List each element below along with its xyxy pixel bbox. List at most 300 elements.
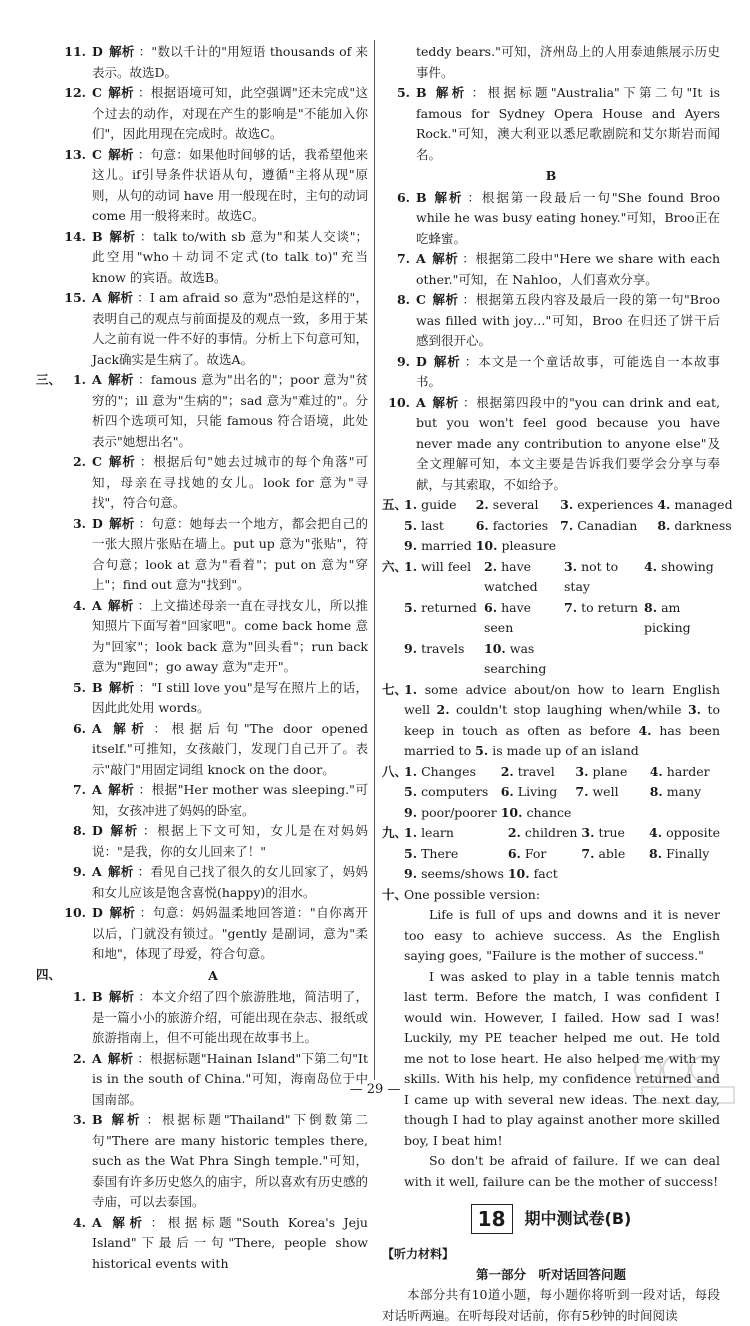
answer-number: 2. [436,702,450,717]
answer-number: 8. [649,784,663,799]
column-divider [374,40,375,1080]
answer-number: 5. [404,517,418,533]
analysis-text: ：本文是一个童话故事，可能选自一本故事书。 [416,353,720,389]
analysis-text: ：根据第五段内容及最后一段的第一句"Broo was filled with joy…"可知，Broo 在归还了饼干后感到很开心。 [416,292,720,348]
part-one-text: 本部分共有10道小题，每小题你将听到一段对话，每段对话听两遍。在听每段对话前，你有5秒钟的时间阅读 [382,1287,720,1323]
answer-text: is made up of an island [488,743,639,758]
question-item [36,1049,368,1111]
answer-item [404,762,497,783]
answer-grid [404,762,720,824]
answer-text: couldn't stop laughing when/while [449,702,688,717]
question-item [36,903,368,965]
answer-number: 6. [484,599,498,615]
answer-item [484,639,560,680]
answer-number: 2. [500,763,514,779]
analysis-label: 解析 [108,905,136,920]
answer-text: computers [421,784,489,799]
answer-letter: A [92,1050,102,1066]
analysis-label: 解析 [432,353,461,369]
answer-number: 2. [484,558,498,574]
essay-label: One possible version: [404,886,541,902]
analysis-text: ：famous 意为"出名的"；poor 意为"贫穷的"；ill 意为"生病的"；sad 意为"难过的"。分析四个选项可知，只能 famous 符合语境，此处表示"她想出名"。 [92,372,368,449]
answer-number: 6. [500,784,514,799]
analysis-text: ：I am afraid so 意为"恐怕是这样的"，表明自己的观点与前面提及的观点一致，多用于某人之前有说一件不好的事情。分析上下句意可知，Jack确实是生病了。故选A。 [92,290,368,367]
question-number: 9. [72,864,86,879]
analysis-text: ：根据第二段中"Here we share with each other."可知，在 Nahloo，人们喜欢分享。 [416,251,720,287]
answer-text: harder [666,763,710,779]
answer-item [650,762,720,783]
question-body [92,987,368,1049]
analysis-label: 解析 [107,597,134,613]
answer-number: 10. [484,640,506,656]
answer-letter: A [92,782,102,797]
answer-text: factories [492,517,549,533]
section-number: 十、 [382,886,408,902]
question-number: 4. [72,1214,86,1230]
question-body [92,903,368,965]
question-number: 12. [64,85,86,100]
question-body [416,393,720,496]
question-number: 8. [72,823,86,838]
question-item [36,145,368,227]
analysis-text: ：根据上下文可知，女儿是在对妈妈说："是我，你的女儿回来了！" [92,823,368,859]
question-body [416,352,720,393]
question-number: 2. [72,454,86,469]
section-number [36,987,58,1049]
analysis-label: 解析 [108,823,139,838]
answer-item [508,823,578,844]
continued-text-body: teddy bears."可知，济州岛上的人用泰迪熊展示历史事件。 [416,44,720,80]
answer-number: 1. [404,763,418,779]
answer-text: some advice about/on how to learn English well [404,681,720,717]
analysis-text: ：根据语境可知，此空强调"还未完成"这个过去的动作，对现在产生的影响是"不能加入你们"，因此用现在完成时。故选C。 [92,85,368,141]
answer-grid-section [382,762,720,824]
section-number [36,862,58,903]
answer-number: 1. [404,681,418,697]
answer-text: There [421,845,459,861]
answer-text: to keep in touch as often as before [404,702,720,738]
analysis-text: ：本文介绍了四个旅游胜地，简洁明了，是一篇小小的旅游介绍，可能出现在杂志、报纸或旅游指南上，但不可能出现在故事书上。 [92,989,368,1045]
answer-item [564,598,640,639]
right-column [382,42,733,1326]
section-number: 五、 [382,497,408,512]
question-item [36,821,368,862]
answer-text: children [524,825,578,840]
analysis-text: ：根据标题"South Korea's Jeju Island"下最后一句"There, people show historical events with [92,1214,368,1271]
essay-paragraph: Life is full of ups and downs and it is never too easy to achieve success. As the English saying goes, "Failure is the mother of success." [404,907,720,963]
answer-letter: A [92,597,102,613]
question-item [382,352,720,393]
answer-item [404,803,497,824]
answer-number: 7. [581,845,595,861]
section-number [36,719,58,781]
analysis-label: 解析 [432,85,468,100]
question-body [92,719,368,781]
question-item [36,862,368,903]
question-item [36,370,368,452]
question-item [36,596,368,678]
answer-grid [404,557,720,680]
answer-item [501,782,572,803]
question-body [92,1110,368,1213]
analysis-text: ：根据标题"Australia"下第二句"It is famous for Sydney Opera House and Ayers Rock."可知，澳大利亚以悉尼歌剧院和艾尔斯岩而闻名。 [416,85,720,162]
question-number: 5. [72,679,86,695]
question-item [36,83,368,145]
question-item [36,1213,368,1275]
section-number [36,1110,58,1213]
question-number: 11. [64,44,86,59]
analysis-label: 解析 [108,515,135,531]
question-body [92,780,368,821]
answer-item [404,844,504,865]
analysis-text: ：根据标题"Hainan Island"下第二句"It is in the south of China."可知，海南岛位于中国南部。 [92,1050,368,1107]
analysis-text: ：根据标题"Thailand"下倒数第二句"There are many historic temples there, such as the Wat Phra Singh temple."可知，泰国有许多历史悠久的庙宇，所以喜欢有历史感的寺庙，可以去泰国。 [92,1112,368,1209]
analysis-text: ：根据"Her mother was sleeping."可知，女孩冲进了妈妈的卧室。 [92,782,368,818]
part-label: A [208,967,218,983]
answer-item [649,823,720,844]
analysis-label: 解析 [107,782,135,797]
question-body [92,678,368,719]
continued-text [382,42,720,83]
question-item [36,514,368,596]
question-item [382,188,720,250]
answer-number: 4. [649,825,663,840]
analysis-text: ：句意：如果他时间够的话，我希望他来这儿。if引导条件状语从句，遵循"主将从现"原则，从句的动词 have 用一般现在时，主句的动词 come 用一般将来时。故选C。 [92,146,368,223]
section-three [36,370,368,965]
answer-number: 5. [404,599,418,615]
answer-item [508,844,578,865]
analysis-text: ：根据第四段中的"you can drink and eat, but you won't feel good because you have never made any contribution to anyone else"及全文理解可知，本文主要是告诉我们要学会分享与奉献，与其索取，不如给予。 [416,394,720,492]
answer-item [404,864,504,885]
answer-number: 9. [404,538,418,553]
question-number: 7. [72,782,86,797]
answer-item [581,844,645,865]
section-ten-header [382,885,720,906]
analysis-text: ：talk to/with sb 意为"和某人交谈"；此空用"who＋动词不定式(to talk to)"充当 know 的宾语。故选B。 [92,228,368,285]
section-number [36,678,58,719]
answer-letter: B [92,228,103,244]
section-seven [382,680,720,762]
answer-text: Finally [666,845,710,861]
section-number: 八、 [382,763,408,779]
answer-text: have watched [484,558,538,594]
question-item [382,393,720,496]
answer-text: many [666,784,702,799]
answer-number: 3. [575,763,589,779]
analysis-label: 解析 [431,292,459,307]
answer-letter: D [416,353,427,369]
answer-text: managed [674,497,733,512]
answer-item [657,516,732,537]
answer-item [476,516,556,537]
answer-item [560,495,653,516]
answer-number: 4. [644,558,658,574]
answer-number: 6. [507,845,521,861]
section-number [36,452,58,514]
answer-text: several [492,497,539,512]
analysis-label: 解析 [108,989,135,1004]
analysis-text: ：根据第一段最后一句"She found Broo while he was busy eating honey."可知，Broo正在吃蜂蜜。 [416,189,720,246]
question-number: 1. [72,372,86,387]
answer-letter: A [92,290,102,305]
answer-item [657,495,732,516]
question-item [36,227,368,289]
answer-text: will feel [421,558,472,574]
question-body [92,1213,368,1275]
analysis-label: 解析 [107,454,136,469]
answer-letter: B [92,679,103,695]
answer-text: have seen [484,599,532,635]
question-item [36,719,368,781]
analysis-text: ："数以千计的"用短语 thousands of 来表示。故选D。 [92,44,368,80]
answer-letter: C [92,454,102,469]
question-number: 1. [72,989,86,1004]
answer-text: guide [421,497,457,512]
analysis-label: 解析 [107,146,134,162]
analysis-label: 解析 [108,228,136,244]
question-body [416,188,720,250]
analysis-text: ：句意：她每去一个地方，都会把自己的一张大照片张贴在墙上。put up 意为"张贴"，符合句意；look at 意为"看着"；put on 意为"穿上"；find out 意为"找到"。 [92,515,368,592]
question-number: 4. [72,597,86,613]
answer-text: well [592,784,619,799]
answer-grid-section [382,823,720,885]
answer-item [404,823,504,844]
section-number [36,780,58,821]
answer-item [476,536,556,557]
answer-number: 5. [404,784,418,799]
section-number [36,596,58,678]
answer-text: able [598,845,626,861]
answer-text: not to stay [564,558,619,594]
answer-item [404,495,472,516]
part-one-title: 第一部分 听对话回答问题 [475,1266,626,1282]
page-number: — 29 — [349,1082,401,1097]
answer-item [649,844,720,865]
question-item [36,452,368,514]
section-four-part-b [382,188,720,496]
answer-text: true [598,825,625,840]
answer-text: For [524,845,547,861]
answer-number: 3. [564,558,578,574]
answer-text: chance [526,804,572,820]
answer-number: 1. [404,558,418,574]
answer-number: 1. [404,825,418,840]
section-seven-body [404,680,720,762]
answer-item [404,536,472,557]
question-number: 8. [396,292,410,307]
analysis-label: 解析 [107,290,134,305]
question-body [92,821,368,862]
answer-number: 2. [507,825,521,840]
question-item [36,780,368,821]
answer-letter: A [416,251,426,266]
answer-number: 4. [638,722,652,738]
answer-item [564,557,640,598]
answer-number: 8. [644,599,658,615]
answer-item [484,598,560,639]
answer-text: experiences [577,497,654,512]
answer-text: last [421,517,444,533]
question-number: 10. [388,394,410,410]
question-number: 15. [64,290,86,305]
answer-number: 5. [404,845,418,861]
answer-text: darkness [674,517,732,533]
chapter-heading [382,1204,720,1234]
answer-item [476,495,556,516]
answer-text: pleasure [501,538,557,553]
question-item [382,290,720,352]
section-number: 四、 [36,966,62,982]
answer-text: poor/poorer [421,804,497,820]
section-four [36,987,368,1274]
answer-text: opposite [666,825,720,840]
answer-number: 10. [507,866,530,881]
answer-grid-section [382,495,733,557]
answer-text: Canadian [577,517,638,533]
answer-item [501,762,572,783]
question-body [92,1049,368,1111]
answer-letter: A [92,864,102,879]
answer-letter: A [92,720,102,736]
answer-number: 5. [475,743,489,758]
essay-paragraph: I was asked to play in a table tennis match last term. Before the match, I was confident I would win. However, I failed. How sad I was! Luckily, my PE teacher helped me out. He told me not to lose heart. He also helped me with my skills. With his help, my confidence returned and I came up with several new ideas. The next day, though I had to play against another more skilled boy, I beat him! [404,968,720,1148]
answer-text: seems/shows [421,866,504,881]
answer-text: plane [592,763,628,779]
question-item [382,249,720,290]
answer-letter: B [416,85,427,100]
question-number: 2. [72,1050,86,1066]
answer-item [501,803,572,824]
question-number: 13. [64,146,86,162]
answer-item [560,516,653,537]
answer-letter: B [92,1112,103,1127]
section-number: 六、 [382,558,408,574]
answer-item [575,782,645,803]
section-number [36,821,58,862]
answer-grid [404,823,720,885]
answer-item [581,823,645,844]
answer-letter: B [92,989,103,1004]
question-number: 5. [396,85,410,100]
answer-text: travel [517,763,555,779]
question-body [92,596,368,678]
answer-letter: C [92,146,102,162]
answer-text: am picking [644,599,691,635]
part-label: B [545,168,557,183]
answer-grid [404,495,733,557]
analysis-label: 解析 [431,394,460,410]
analysis-label: 解析 [432,189,464,205]
question-body [92,514,368,596]
answer-letter: B [416,189,427,205]
question-item [36,42,368,83]
answer-text: returned [421,599,477,615]
answer-grid-section [382,557,720,680]
answer-number: 7. [560,517,574,533]
section-four-header [36,965,368,988]
answer-number: 9. [404,804,418,820]
answer-number: 3. [581,825,595,840]
answer-letter: A [92,1214,102,1230]
analysis-text: ：看见自己找了很久的女儿回家了，妈妈和女儿应该是饱含喜悦(happy)的泪水。 [92,864,368,900]
answer-item [404,516,472,537]
answer-item [644,598,720,639]
answer-number: 10. [500,804,523,820]
analysis-label: 解析 [431,251,459,266]
question-number: 6. [396,189,410,205]
section-number: 九、 [382,825,408,840]
question-body [416,249,720,290]
answer-number: 4. [649,763,663,779]
analysis-text: ：根据后句"她去过城市的每个角落"可知，母亲在寻找她的女儿。look for 意为"寻找"，符合句意。 [92,454,368,510]
analysis-label: 解析 [107,720,150,736]
chapter-title: 期中测试卷(B) [524,1208,632,1228]
section-number: 三、 [36,372,62,387]
section-number [36,514,58,596]
question-body [92,370,368,452]
answer-number: 8. [649,845,663,861]
answer-number: 1. [404,497,418,512]
answer-text: showing [661,558,714,574]
question-number: 6. [72,720,86,736]
question-number: 9. [396,353,410,369]
section-number: 七、 [382,681,408,697]
answer-text: learn [421,825,454,840]
question-item [36,288,368,370]
question-item [36,678,368,719]
answer-number: 4. [657,497,671,512]
analysis-text: ：上文描述母亲一直在寻找女儿，所以推知照片下面写着"回家吧"。come back home 意为"回家"；look back 意为"回头看"；run back 意为"跑回"；go away 意为"走开"。 [92,597,368,674]
answer-item [575,762,645,783]
answer-number: 9. [404,640,418,656]
answer-text: fact [533,866,558,881]
analysis-label: 解析 [107,85,134,100]
answer-letter: C [92,85,102,100]
question-body [92,862,368,903]
essay-paragraph: So don't be afraid of failure. If we can deal with it well, failure can be the mother of success! [404,1153,720,1189]
answer-letter: D [92,823,103,838]
answer-text: married [421,538,472,553]
analysis-text: ：句意：妈妈温柔地回答道："自你离开以后，门就没有锁过。"gently 是副词，意为"柔和地"，体现了母爱，符合句意。 [92,905,368,961]
section-number [36,1049,58,1111]
answer-item [484,557,560,598]
analysis-label: 解析 [107,1214,147,1230]
question-number: 14. [64,228,86,244]
question-item [382,83,720,165]
question-number: 3. [72,515,86,531]
watermark-logo [632,1047,742,1107]
analysis-label: 解析 [108,44,135,59]
answer-text: has been married to [404,722,720,758]
answer-item [404,598,480,639]
answer-number: 7. [575,784,589,799]
answer-item [404,639,480,680]
answer-item [508,864,578,885]
answer-number: 3. [687,702,702,717]
answer-item [644,557,720,598]
answer-letter: D [92,44,103,59]
analysis-text: ：根据后句"The door opened itself."可推知，女孩敲门，发现门自己开了。表示"敲门"用固定词组 knock on the door。 [92,720,368,777]
analysis-label: 解析 [107,1050,134,1066]
question-number: 10. [64,905,86,920]
answer-number: 9. [404,866,418,881]
chapter-number: 18 [471,1204,513,1234]
question-number: 3. [72,1112,86,1127]
analysis-label: 解析 [107,372,134,387]
section-number [36,1213,58,1275]
question-item [36,987,368,1049]
question-number: 7. [396,251,410,266]
